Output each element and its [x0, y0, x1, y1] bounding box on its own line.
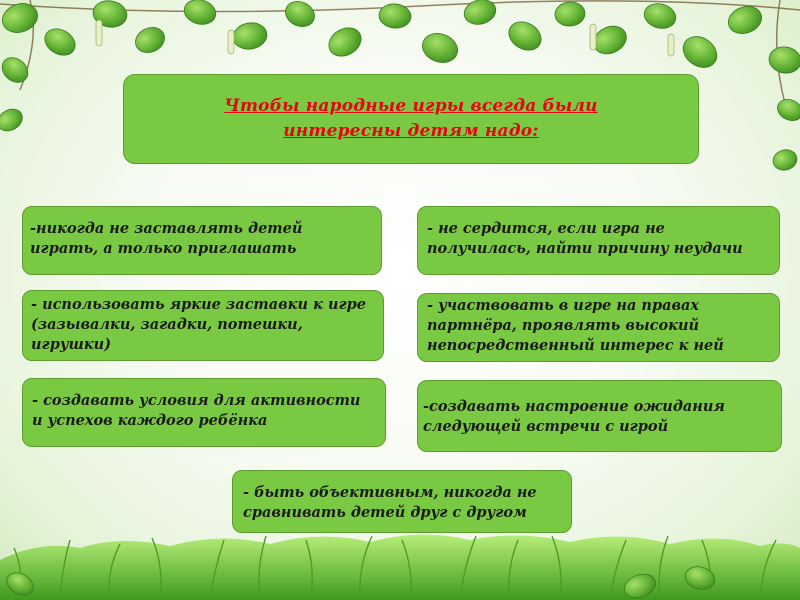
slide-title: Чтобы народные игры всегда были интересны детям надо: [224, 96, 598, 141]
tip-text: - быть объективным, никогда не сравнивать детей друг с другом [243, 484, 537, 521]
title-box [123, 74, 699, 164]
tip-text: - создавать условия для активности и успехов каждого ребёнка [32, 392, 361, 429]
tip-box-right-1 [417, 206, 780, 275]
tip-box-right-3 [417, 380, 782, 452]
tip-text: -создавать настроение ожидания следующей встречи с игрой [423, 398, 725, 435]
tip-box-left-3 [22, 378, 386, 447]
tip-text: - участвовать в игре на правах партнёра, проявлять высокий непосредственный интерес к ней [427, 297, 724, 354]
tip-box-bottom [232, 470, 572, 533]
tip-text: - не сердится, если игра не получилась, найти причину неудачи [427, 220, 743, 257]
tip-text: -никогда не заставлять детей играть, а только приглашать [30, 220, 303, 257]
tip-box-left-1 [22, 206, 382, 275]
tip-text: - использовать яркие заставки к игре (зазывалки, загадки, потешки, игрушки) [31, 296, 367, 353]
tip-box-left-2 [22, 290, 384, 361]
tip-box-right-2 [417, 293, 780, 362]
